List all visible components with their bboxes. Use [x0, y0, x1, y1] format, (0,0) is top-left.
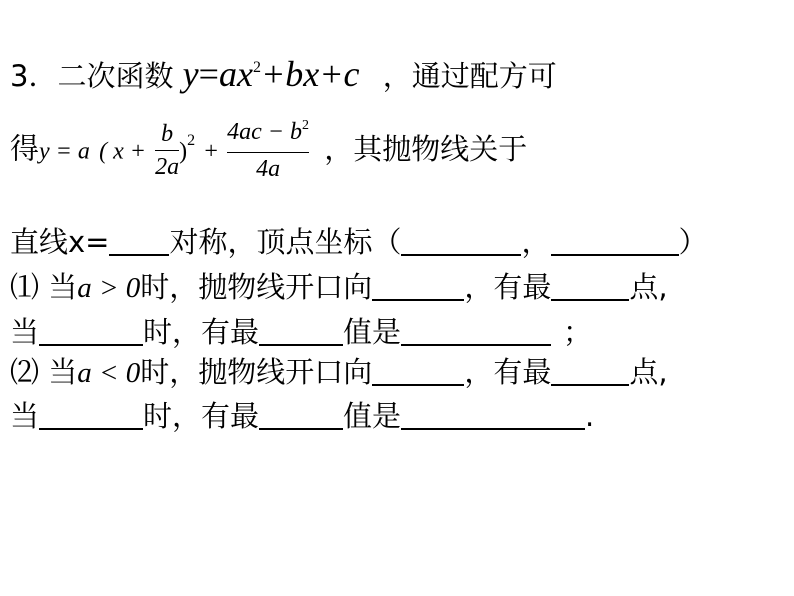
blank-case1-direction[interactable] [372, 269, 464, 301]
line3-text-axis: 直线x= [10, 225, 110, 259]
fraction1-numerator: b [161, 121, 174, 147]
fraction2-numerator-wrap [227, 118, 309, 150]
question-line-4 [10, 267, 668, 308]
blank-case1-point-type[interactable] [551, 269, 629, 301]
case2-period: . [585, 399, 595, 433]
fraction-b-over-2a [155, 120, 179, 181]
case1-text-opening: 时，抛物线开口向 [140, 270, 373, 304]
formula-equals: = [198, 54, 219, 94]
vertex-form-paren-open: ( x + [99, 138, 146, 165]
case2-text-opening: 时，抛物线开口向 [140, 355, 373, 389]
formula-exponent: 2 [252, 59, 261, 76]
fraction1-denominator: 2a [155, 154, 180, 180]
blank-axis-of-symmetry[interactable] [109, 224, 169, 256]
line3-close-paren: ） [678, 225, 708, 259]
case2-text-extreme: ，有最 [464, 355, 552, 389]
case2-text-value-is: 值是 [343, 399, 402, 433]
case1-text-value-is: 值是 [343, 315, 402, 349]
line3-comma: ， [521, 225, 551, 259]
blank-case2-x-value[interactable] [39, 398, 143, 430]
blank-case2-value-type[interactable] [259, 398, 343, 430]
case1-text-point: 点, [629, 270, 668, 304]
formula-y: y [182, 54, 199, 94]
blank-case1-x-value[interactable] [39, 314, 143, 346]
question-line-6 [10, 352, 668, 393]
formula-bx-c: +bx+c [260, 54, 360, 94]
vertex-form-square: 2 [187, 131, 196, 149]
case1-text-has-extreme: 时，有最 [143, 315, 260, 349]
case1-label: ⑴ 当 [10, 270, 78, 304]
question-line-3 [10, 222, 708, 262]
line1-suffix: ，通过配方可 [382, 59, 557, 93]
case2-text-point: 点, [629, 355, 668, 389]
blank-vertex-x[interactable] [401, 224, 521, 256]
case1-condition: a > 0 [77, 272, 141, 304]
vertex-form-paren-close: ) [179, 138, 188, 165]
line2-suffix: ，其抛物线关于 [324, 131, 528, 166]
formula-ax: ax [218, 54, 253, 94]
fraction2-bar [227, 152, 309, 153]
blank-case2-point-type[interactable] [551, 354, 629, 386]
fraction1-bar [155, 150, 179, 151]
fraction2-numerator-exp: 2 [302, 118, 309, 133]
vertex-form-plus: + [204, 138, 218, 165]
fraction2-denominator: 4a [256, 156, 281, 182]
question-line-5 [10, 312, 592, 352]
question-line-2 [10, 118, 527, 185]
case1-when-text: 当 [10, 315, 40, 349]
fraction2-numerator: 4ac − b [227, 119, 302, 145]
blank-case2-direction[interactable] [372, 354, 464, 386]
case2-label: ⑵ 当 [10, 355, 78, 389]
question-line-1 [10, 54, 557, 102]
blank-case1-extreme-value[interactable] [401, 314, 551, 346]
case1-text-extreme: ，有最 [464, 270, 552, 304]
case2-condition: a < 0 [77, 357, 141, 389]
blank-case1-value-type[interactable] [259, 314, 343, 346]
case1-semicolon: ； [563, 315, 593, 349]
case2-when-text: 当 [10, 399, 40, 433]
blank-vertex-y[interactable] [551, 224, 679, 256]
question-line-7 [10, 396, 594, 436]
case2-text-has-extreme: 时，有最 [143, 399, 260, 433]
line3-text-vertex: 对称，顶点坐标（ [169, 225, 402, 259]
line2-prefix: 得 [10, 131, 40, 166]
fraction-4ac-b2-over-4a [227, 118, 309, 183]
question-label: 3．二次函数 [10, 59, 174, 93]
vertex-form-y-a: y = a [39, 138, 90, 165]
blank-case2-extreme-value[interactable] [401, 398, 585, 430]
